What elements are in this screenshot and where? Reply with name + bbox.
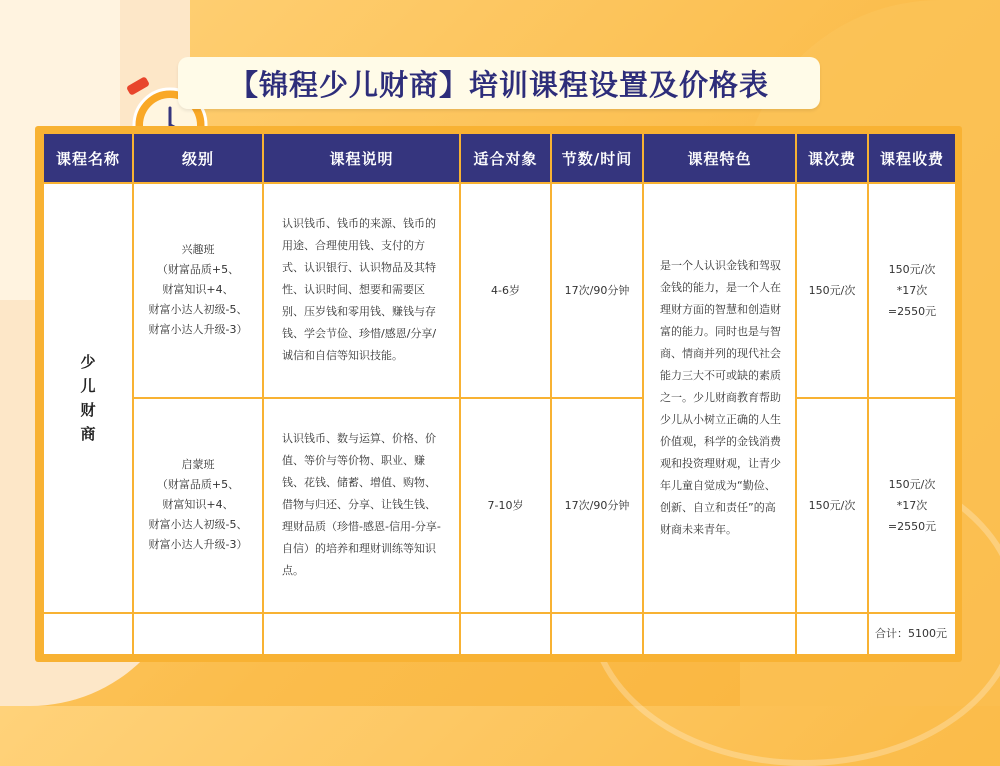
empty-cell [133, 613, 263, 655]
total-cell: 合计：5100元 [868, 613, 956, 655]
per-session-fee-cell: 150元/次 [796, 183, 868, 398]
header-feature: 课程特色 [643, 133, 796, 183]
audience-cell: 4-6岁 [460, 183, 551, 398]
feature-cell: 是一个人认识金钱和驾驭金钱的能力，是一个人在理财方面的智慧和创造财富的能力。同时也是与智商、情商并列的现代社会能力三大不可或缺的素质之一。少儿财商教育帮助少儿从小树立正确的人生价值观，科学的金钱消费观和投资理财观，让青少年儿童自觉成为“勤俭、创新、自立和责任”的高财商未来青年。 [643, 183, 796, 613]
page-title: 【锦程少儿财商】培训课程设置及价格表 [228, 67, 769, 102]
course-fee-cell: 150元/次 *17次 =2550元 [868, 183, 956, 398]
price-table-panel [35, 126, 962, 662]
header-course-name: 课程名称 [43, 133, 133, 183]
table-row [43, 398, 956, 613]
description-cell: 认识钱币、数与运算、价格、价值、等价与等价物、职业、赚钱、花钱、储蓄、增值、购物、借物与归还、分享、让钱生钱、理财品质（珍惜-感恩-信用-分享-自信）的培养和理财训练等知识点。 [263, 398, 460, 613]
empty-cell [796, 613, 868, 655]
empty-cell [643, 613, 796, 655]
empty-cell [263, 613, 460, 655]
course-price-table [42, 132, 957, 656]
course-name-cell: 少 儿 财 商 [43, 183, 133, 613]
empty-cell [460, 613, 551, 655]
table-row [43, 183, 956, 398]
empty-cell [551, 613, 643, 655]
header-per-session-fee: 课次费 [796, 133, 868, 183]
level-cell: 启蒙班 （财富品质+5、 财富知识+4、 财富小达人初级-5、 财富小达人升级-3） [133, 398, 263, 613]
header-sessions: 节数/时间 [551, 133, 643, 183]
table-header-row [43, 133, 956, 183]
sessions-cell: 17次/90分钟 [551, 183, 643, 398]
title-banner [178, 57, 820, 109]
empty-cell [43, 613, 133, 655]
per-session-fee-cell: 150元/次 [796, 398, 868, 613]
header-description: 课程说明 [263, 133, 460, 183]
audience-cell: 7-10岁 [460, 398, 551, 613]
header-course-fee: 课程收费 [868, 133, 956, 183]
course-fee-cell: 150元/次 *17次 =2550元 [868, 398, 956, 613]
header-level: 级别 [133, 133, 263, 183]
description-cell: 认识钱币、钱币的来源、钱币的用途、合理使用钱、支付的方式、认识银行、认识物品及其特性、认识时间、想要和需要区别、压岁钱和零用钱、赚钱与存钱、学会节俭、珍惜/感恩/分享/诚信和自信等知识技能。 [263, 183, 460, 398]
level-cell: 兴趣班 （财富品质+5、 财富知识+4、 财富小达人初级-5、 财富小达人升级-3） [133, 183, 263, 398]
sessions-cell: 17次/90分钟 [551, 398, 643, 613]
total-row [43, 613, 956, 655]
header-audience: 适合对象 [460, 133, 551, 183]
